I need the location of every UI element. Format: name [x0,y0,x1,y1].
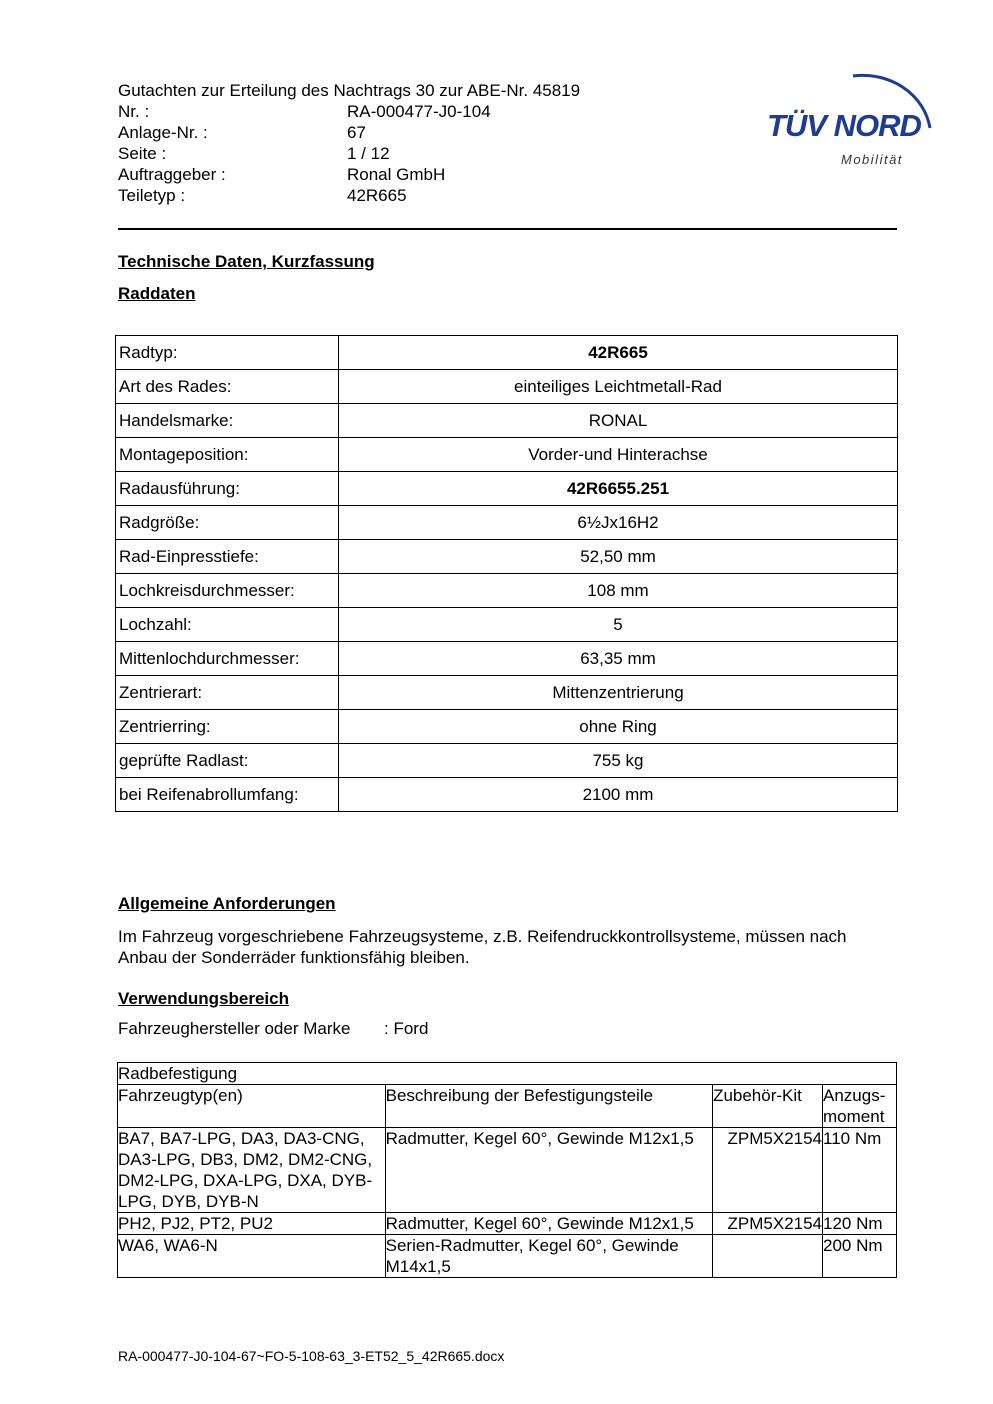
raddaten-value: Vorder-und Hinterachse [339,438,898,472]
header-field-label: Anlage-Nr. : [118,123,208,142]
header-field-value: RA-000477-J0-104 [347,102,491,121]
raddaten-value: einteiliges Leichtmetall-Rad [339,370,898,404]
section-allgemeine-anforderungen: Allgemeine Anforderungen [118,894,336,913]
raddaten-label: Radtyp: [116,336,339,370]
radbefestigung-header-row [118,1085,897,1128]
raddaten-value: 42R6655.251 [339,472,898,506]
header-field-row [118,101,580,122]
radbefestigung-cell: ZPM5X2154 [713,1213,823,1235]
radbefestigung-header-cell: Zubehör-Kit [713,1085,823,1128]
raddaten-value: 52,50 mm [339,540,898,574]
raddaten-value: 5 [339,608,898,642]
radbefestigung-cell: 110 Nm [823,1128,897,1213]
raddaten-label: Art des Rades: [116,370,339,404]
raddaten-row [116,778,898,812]
raddaten-label: Radgröße: [116,506,339,540]
radbefestigung-cell: WA6, WA6-N [118,1235,386,1278]
radbefestigung-cell: 200 Nm [823,1235,897,1278]
logo-subtitle: Mobilität [841,152,903,167]
raddaten-row [116,506,898,540]
raddaten-row [116,336,898,370]
section-technische-daten: Technische Daten, Kurzfassung [118,252,375,271]
header-field-row [118,185,580,206]
raddaten-label: bei Reifenabrollumfang: [116,778,339,812]
header-divider [118,228,897,230]
section-raddaten: Raddaten [118,284,196,303]
radbefestigung-header-cell: Beschreibung der Befestigungsteile [385,1085,712,1128]
header-field-label: Nr. : [118,102,150,121]
radbefestigung-cell [713,1235,823,1278]
radbefestigung-row [118,1235,897,1278]
header-field-value: Ronal GmbH [347,165,446,184]
marke-label: Fahrzeughersteller oder Marke [118,1019,351,1038]
raddaten-label: Handelsmarke: [116,404,339,438]
allgemeine-text: Im Fahrzeug vorgeschriebene Fahrzeugsysteme, z.B. Reifendruckkontrollsysteme, müssen nach Anbau der Sonderräder funktionsfähig bleiben. [118,927,847,967]
raddaten-row [116,472,898,506]
radbefestigung-cell: 120 Nm [823,1213,897,1235]
raddaten-row [116,676,898,710]
raddaten-label: Mittenlochdurchmesser: [116,642,339,676]
radbefestigung-cell: Radmutter, Kegel 60°, Gewinde M12x1,5 [385,1213,712,1235]
marke-value: : Ford [384,1019,429,1038]
raddaten-label: Zentrierart: [116,676,339,710]
raddaten-value: 2100 mm [339,778,898,812]
radbefestigung-cell: BA7, BA7-LPG, DA3, DA3-CNG, DA3-LPG, DB3, DM2, DM2-CNG, DM2-LPG, DXA-LPG, DXA, DYB-LPG, DYB, DYB-N [118,1128,386,1213]
raddaten-label: Zentrierring: [116,710,339,744]
raddaten-row [116,574,898,608]
raddaten-value: RONAL [339,404,898,438]
header-field-value: 67 [347,123,366,142]
raddaten-value: 108 mm [339,574,898,608]
header-field-value: 42R665 [347,186,407,205]
header-field-value: 1 / 12 [347,144,390,163]
header-field-row [118,122,580,143]
raddaten-row [116,404,898,438]
radbefestigung-row [118,1213,897,1235]
raddaten-label: Rad-Einpresstiefe: [116,540,339,574]
raddaten-label: Lochkreisdurchmesser: [116,574,339,608]
tuv-nord-logo [765,58,940,173]
raddaten-row [116,744,898,778]
radbefestigung-cell: Serien-Radmutter, Kegel 60°, Gewinde M14x1,5 [385,1235,712,1278]
raddaten-row [116,438,898,472]
raddaten-value: 6½Jx16H2 [339,506,898,540]
raddaten-value: 63,35 mm [339,642,898,676]
radbefestigung-cell: ZPM5X2154 [713,1128,823,1213]
radbefestigung-header-cell: Anzugs-moment [823,1085,897,1128]
section-verwendungsbereich: Verwendungsbereich [118,989,289,1008]
header-field-label: Auftraggeber : [118,165,226,184]
header-field-label: Teiletyp : [118,186,186,205]
footer-filename: RA-000477-J0-104-67~FO-5-108-63_3-ET52_5_42R665.docx [118,1348,505,1364]
raddaten-row [116,710,898,744]
header-field-row [118,164,580,185]
document-header [118,80,580,206]
header-field-label: Seite : [118,144,167,163]
raddaten-label: geprüfte Radlast: [116,744,339,778]
raddaten-row [116,370,898,404]
raddaten-row [116,608,898,642]
raddaten-value: Mittenzentrierung [339,676,898,710]
raddaten-label: Montageposition: [116,438,339,472]
radbefestigung-row [118,1128,897,1213]
header-fields [118,101,580,206]
raddaten-label: Lochzahl: [116,608,339,642]
radbefestigung-cell: Radmutter, Kegel 60°, Gewinde M12x1,5 [385,1128,712,1213]
raddaten-label: Radausführung: [116,472,339,506]
raddaten-value: 42R665 [339,336,898,370]
radbefestigung-header-cell: Fahrzeugtyp(en) [118,1085,386,1128]
raddaten-row [116,642,898,676]
raddaten-row [116,540,898,574]
radbefestigung-table [117,1062,897,1278]
radbefestigung-cell: PH2, PJ2, PT2, PU2 [118,1213,386,1235]
radbefestigung-title: Radbefestigung [118,1063,897,1085]
header-field-row [118,143,580,164]
raddaten-value: 755 kg [339,744,898,778]
logo-brand: TÜV NORD [767,108,921,143]
document-title: Gutachten zur Erteilung des Nachtrags 30 zur ABE-Nr. 45819 [118,81,581,100]
raddaten-value: ohne Ring [339,710,898,744]
fahrzeughersteller-row [118,1019,428,1039]
raddaten-table [115,335,898,812]
